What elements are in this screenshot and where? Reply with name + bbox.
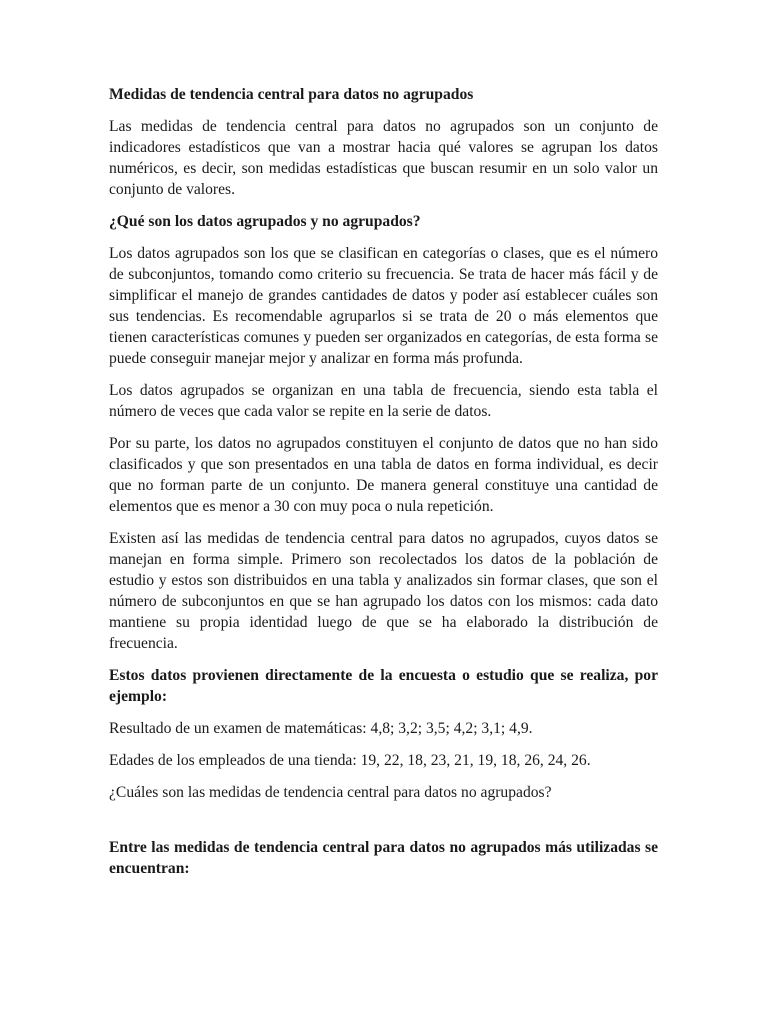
source-paragraph: Estos datos provienen directamente de la encuesta o estudio que se realiza, por ejemplo: xyxy=(109,667,658,705)
measures-question: ¿Cuáles son las medidas de tendencia central para datos no agrupados? xyxy=(109,784,552,801)
ungrouped-data-paragraph: Por su parte, los datos no agrupados constituyen el conjunto de datos que no han sido clasificados y que son presentados en una tabla de datos en forma individual, es decir que no forman parte de un conjunto. De manera general constituye una cantidad de elementos que es menor a 30 con muy poca o nula repetición. xyxy=(109,435,658,515)
measures-paragraph: Existen así las medidas de tendencia central para datos no agrupados, cuyos datos se manejan en forma simple. Primero son recolectados los datos de la población de estudio y estos son distribuidos en una tabla y analizados sin formar clases, que son el número de subconjuntos en que se han agrupado los datos con los mismos: cada dato mantiene su propia identidad luego de que se ha elaborado la distribución de frecuencia. xyxy=(109,530,658,652)
frequency-table-paragraph: Los datos agrupados se organizan en una tabla de frecuencia, siendo esta tabla el número de veces que cada valor se repite en la serie de datos. xyxy=(109,382,658,420)
intro-paragraph: Las medidas de tendencia central para datos no agrupados son un conjunto de indicadores estadísticos que van a mostrar hacia qué valores se agrupan los datos numéricos, es decir, son medidas estadísticas que buscan resumir en un solo valor un conjunto de valores. xyxy=(109,118,658,198)
document-page xyxy=(109,84,658,890)
main-heading: Medidas de tendencia central para datos no agrupados xyxy=(109,86,474,103)
example-employee-ages: Edades de los empleados de una tienda: 19, 22, 18, 23, 21, 19, 18, 26, 24, 26. xyxy=(109,752,591,769)
example-math-scores: Resultado de un examen de matemáticas: 4,8; 3,2; 3,5; 4,2; 3,1; 4,9. xyxy=(109,720,533,737)
grouped-data-paragraph: Los datos agrupados son los que se clasifican en categorías o clases, que es el número de subconjuntos, tomando como criterio su frecuencia. Se trata de hacer más fácil y de simplificar el manejo de grandes cantidades de datos y poder así establecer cuáles son sus tendencias. Es recomendable agruparlos si se trata de 20 o más elementos que tienen características comunes y pueden ser organizados en categorías, de esta forma se puede conseguir manejar mejor y analizar en forma más profunda. xyxy=(109,245,658,367)
question-heading: ¿Qué son los datos agrupados y no agrupados? xyxy=(109,213,421,230)
closing-paragraph: Entre las medidas de tendencia central para datos no agrupados más utilizadas se encuentran: xyxy=(109,839,658,877)
